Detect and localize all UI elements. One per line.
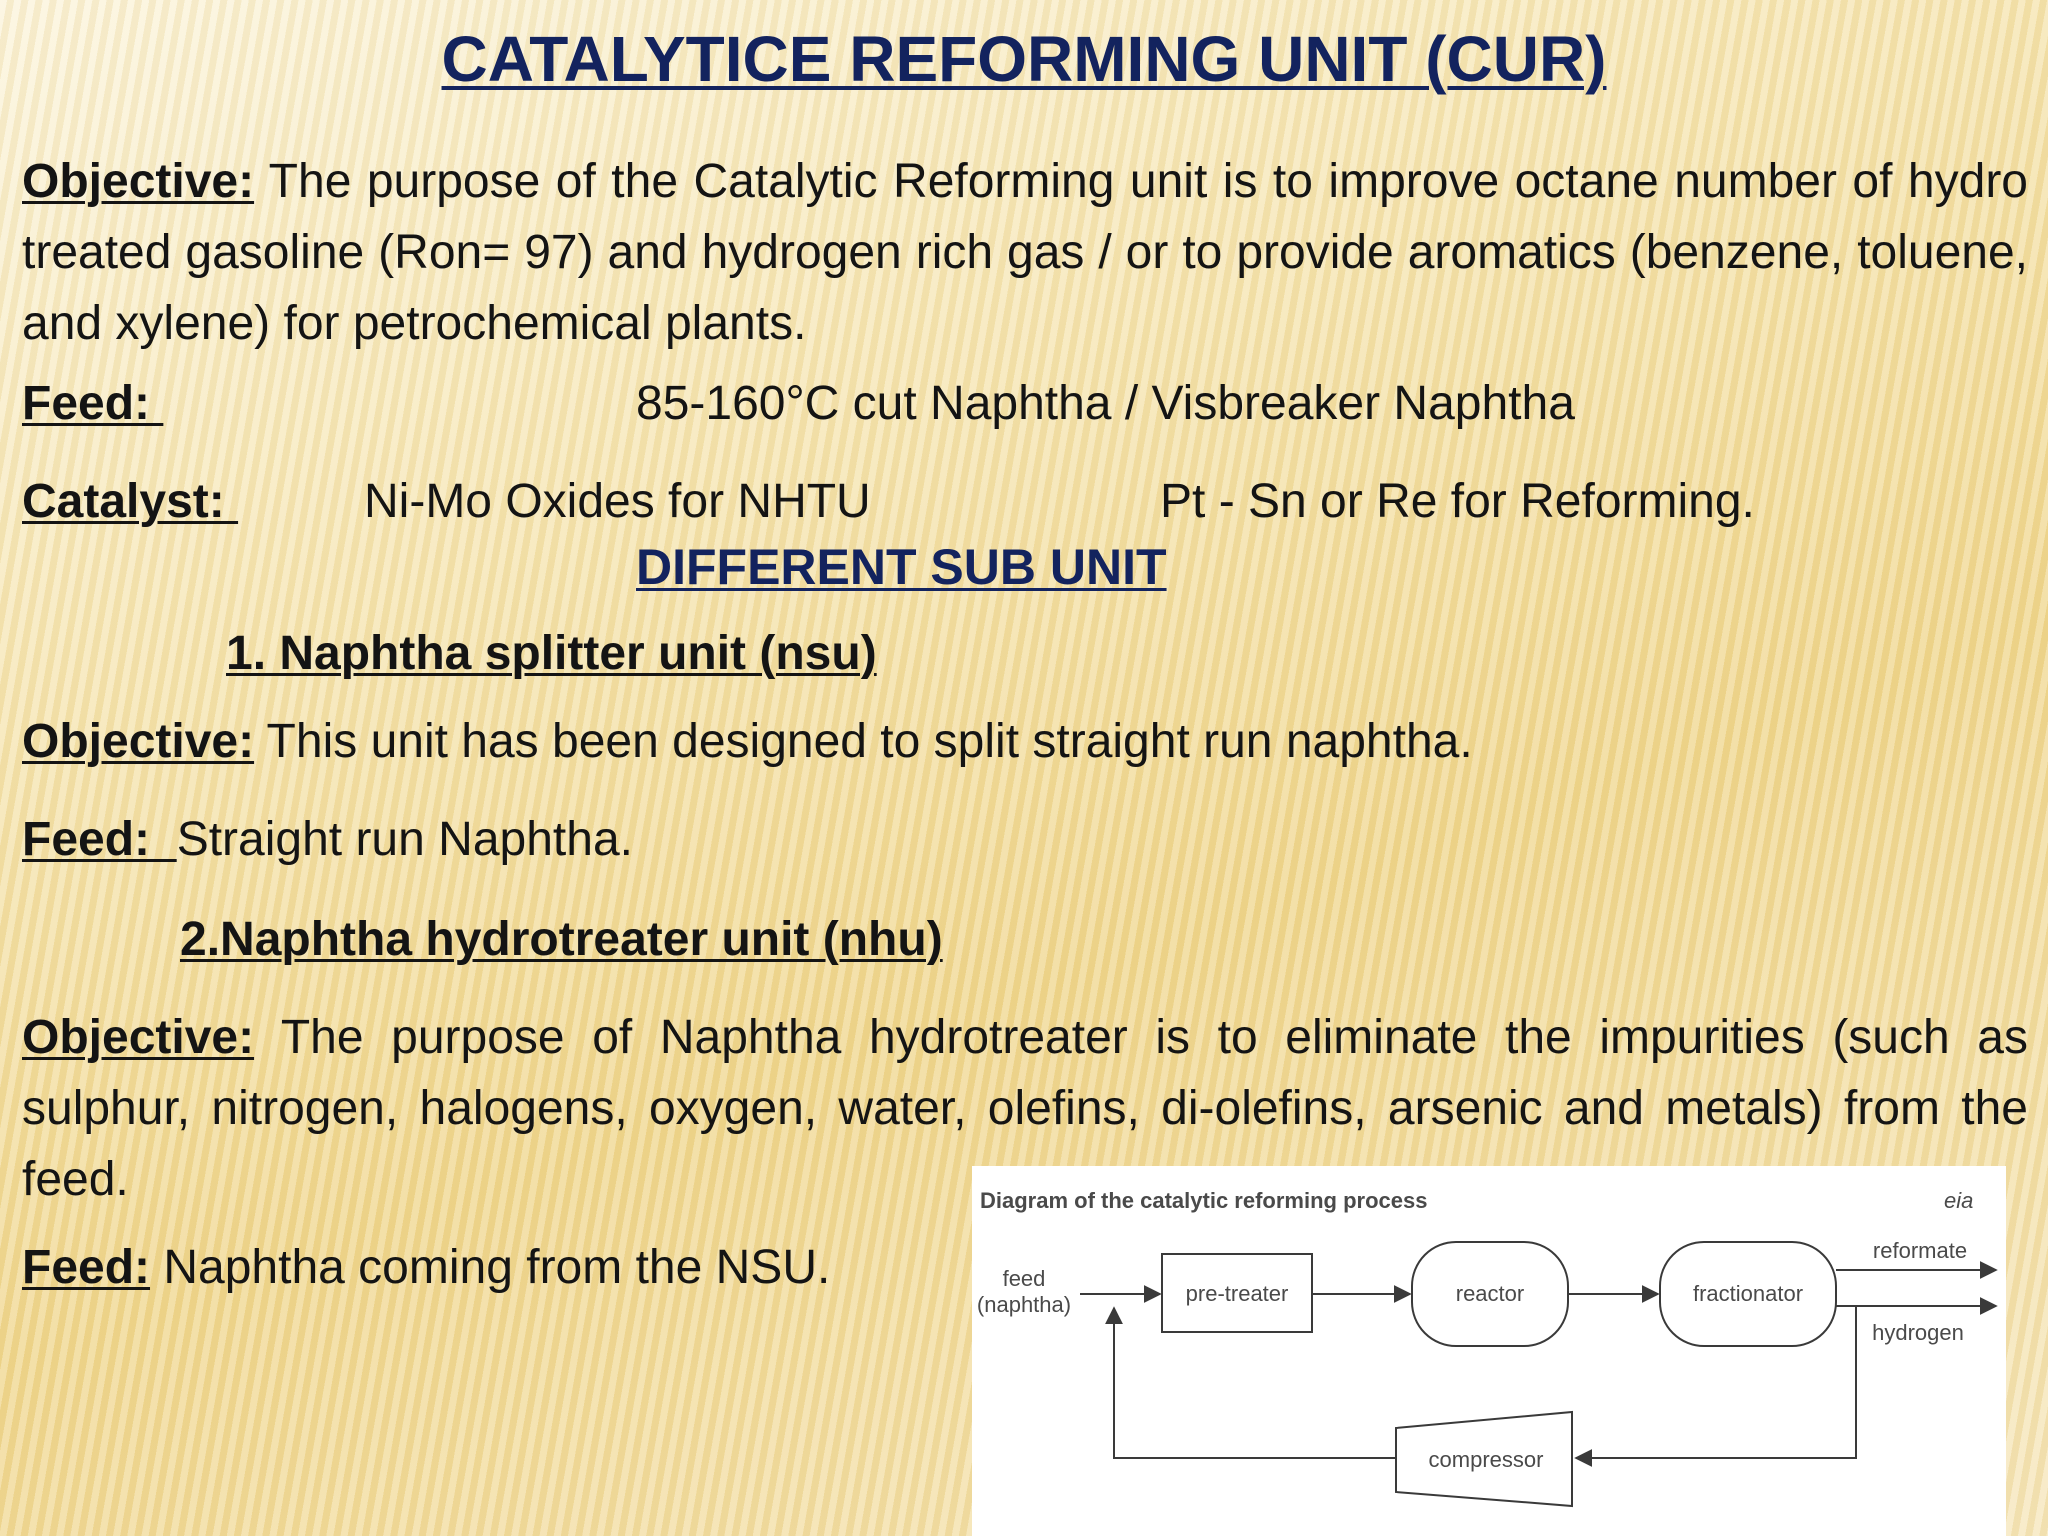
catalyst-label: Catalyst: [22, 475, 239, 528]
feed-label-line2: (naphtha) [976, 1292, 1072, 1317]
reactor-label: reactor [1455, 1281, 1525, 1306]
feed-label: Feed: [22, 377, 164, 430]
reformate-label: reformate [1872, 1238, 1968, 1263]
catalyst-value-nhtu: Ni-Mo Oxides for NHTU [364, 475, 871, 528]
feed-row [22, 376, 163, 431]
feed-label-line1: feed [1002, 1266, 1046, 1291]
subunits-heading: DIFFERENT SUB UNIT [636, 539, 1167, 595]
subunit-2-feed-label: Feed: [22, 1241, 151, 1294]
subunit-1-feed-label: Feed: [22, 813, 177, 866]
subunit-1-feed-text: Straight run Naphtha. [176, 813, 633, 866]
eia-logo: eia [1944, 1188, 1974, 1213]
objective-paragraph [22, 146, 2028, 359]
diagram-svg [972, 1166, 2006, 1536]
diagram-title: Diagram of the catalytic reforming process [980, 1188, 1428, 1213]
subunit-2-feed [22, 1240, 830, 1295]
subunit-2-objective-text: The purpose of Naphtha hydrotreater is to eliminate the impurities (such as sulphur, nitrogen, halogens, oxygen, water, olefins, di-olefins, arsenic and metals) from the feed. [22, 1011, 2028, 1206]
subunit-2-heading: 2.Naphtha hydrotreater unit (nhu) [180, 913, 943, 966]
subunit-2-objective-label: Objective: [22, 1011, 255, 1064]
subunit-1-objective-label: Objective: [22, 715, 255, 768]
catalyst-value-reforming: Pt - Sn or Re for Reforming. [1160, 475, 1755, 528]
catalyst-row [22, 474, 238, 529]
hydrogen-label: hydrogen [1872, 1320, 1964, 1345]
page-title: CATALYTICE REFORMING UNIT (CUR) [441, 23, 1607, 95]
subunit-1-feed [22, 812, 633, 867]
fractionator-label: fractionator [1692, 1281, 1804, 1306]
subunit-2-feed-text: Naphtha coming from the NSU. [150, 1241, 831, 1294]
objective-label: Objective: [22, 155, 255, 208]
feed-value: 85-160°C cut Naphtha / Visbreaker Naphtha [636, 377, 1575, 430]
subunit-1-heading: 1. Naphtha splitter unit (nsu) [226, 627, 877, 680]
subunit-1-objective-text: This unit has been designed to split straight run naphtha. [254, 715, 1473, 768]
subunit-1-objective [22, 714, 1473, 769]
pretreater-label: pre-treater [1185, 1281, 1289, 1306]
catalytic-reforming-diagram [972, 1166, 2006, 1536]
compressor-label: compressor [1428, 1447, 1544, 1472]
objective-text: The purpose of the Catalytic Reforming unit is to improve octane number of hydro treated gasoline (Ron= 97) and hydrogen rich gas / or to provide aromatics (benzene, toluene, and xylene) for petrochemical plants. [22, 155, 2028, 350]
